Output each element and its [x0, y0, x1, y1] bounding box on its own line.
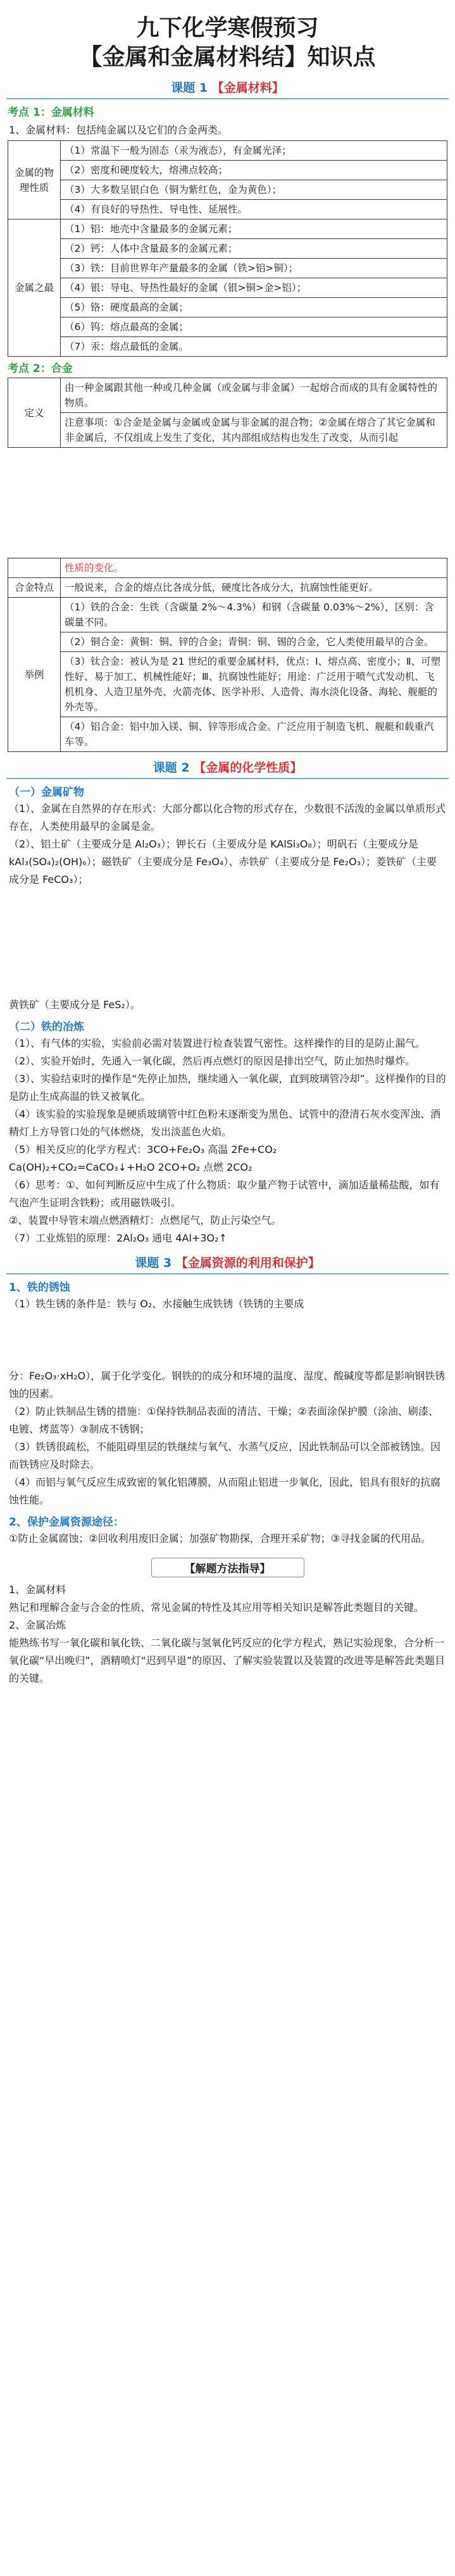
lesson2-s2-row-9: （7）工业炼铝的原理：2Al₂O₃ 通电 4Al+3O₂↑ — [9, 1232, 227, 1244]
lesson3-title: 【金属资源的利用和保护】 — [175, 1256, 320, 1270]
lesson2-s2-row-5: （5）相关反应的化学方程式：3CO+Fe₂O₃ 高温 2Fe+CO₂ — [9, 1143, 277, 1156]
lesson3-s2-title: 2、保护金属资源途径： — [9, 1516, 124, 1529]
lesson2-s1-p1: （1）、金属在自然界的存在形式：大部分都以化合物的形式存在，少数很不活泼的金属以单质形式存在，人类使用最早的金属是金。 — [9, 803, 446, 832]
page-gap-1 — [0, 449, 455, 557]
lesson2-number: 课题 2 — [153, 761, 190, 775]
metal-extremes-label: 金属之最 — [8, 219, 61, 357]
metal-extremes-row-2: （2）钙：人体中含量最多的金属元素； — [61, 239, 447, 259]
alloy-def-text: 由一种金属跟其他一种或几种金属（或金属与非金属）一起熔合而成的具有金属特性的物质。 — [61, 378, 447, 413]
lesson1-title: 【金属材料】 — [211, 81, 284, 95]
lesson3-s1-p2: 分：Fe₂O₃·xH₂O），属于化学变化。钢铁的的成分和环境的温度、湿度、酸碱度等都是影响钢铁锈蚀的因素。 — [9, 1370, 446, 1400]
lesson2-s1-title: （一）金属矿物 — [9, 786, 84, 799]
title-line2: 【金属和金属材料结】知识点 — [79, 44, 376, 70]
lesson1-rule — [6, 98, 449, 99]
lesson3-number: 课题 3 — [135, 1256, 172, 1270]
lesson3-s1-title: 1、铁的锈蚀 — [9, 1281, 70, 1294]
lesson1-table1 — [8, 140, 447, 357]
alloy-example-4: （4）铝合金：铝中加入镁、铜、锌等形成合金。广泛应用于制造飞机、舰艇和载重汽车等。 — [61, 717, 447, 752]
lesson1-table2-cont — [8, 558, 447, 752]
lesson2-heading — [95, 758, 361, 775]
metal-extremes-row-5: （5）铬：硬度最高的金属； — [61, 298, 447, 317]
lesson2-s2-row-8: ②、装置中导管末端点燃酒精灯：点燃尾气，防止污染空气。 — [9, 1214, 282, 1226]
lesson2-title: 【金属的化学性质】 — [194, 761, 302, 775]
lesson1-kp1: 考点 1：金属材料 — [8, 106, 94, 119]
page-gap-3 — [0, 1313, 455, 1367]
alloy-example-label: 举例 — [8, 598, 61, 752]
alloy-feature-text: 一般说来，合金的熔点比各成分低，硬度比各成分大，抗腐蚀性能更好。 — [61, 578, 447, 598]
lesson2-s2-row-6: Ca(OH)₂+CO₂=CaCO₃↓+H₂O 2CO+O₂ 点燃 2CO₂ — [9, 1161, 252, 1173]
summary-row-1: 1、金属材料 — [9, 1584, 66, 1596]
alloy-note-tail: 性质的变化。 — [61, 558, 447, 578]
lesson3-rule — [6, 1273, 449, 1274]
summary-heading: 【解题方法指导】 — [151, 1558, 304, 1577]
lesson2-s2-row-4: （4）该实验的实验现象是硬质玻璃管中红色粉末逐渐变为黑色、试管中的澄清石灰水变浑浊、酒精灯上方导管口处的气体燃烧，发出淡蓝色火焰。 — [9, 1108, 441, 1138]
alloy-example-1: （1）铁的合金：生铁（含碳量 2%～4.3%）和钢（含碳量 0.03%～2%），区别：含碳量不同。 — [61, 598, 447, 632]
alloy-note-text: 注意事项：①合金是金属与金属或金属与非金属的混合物；②金属在熔合了其它金属和非金属后，不仅组成上发生了变化，其内部组成结构也发生了改变，从而引起 — [61, 413, 447, 448]
lesson3-s1-p3: （2）防止铁制品生锈的措施：①保持铁制品表面的清洁、干燥；②表面涂保护膜（涂油、刷漆、电镀、烤蓝等）③制成不锈钢； — [9, 1405, 439, 1435]
metal-extremes-row-7: （7）汞：熔点最低的金属。 — [61, 337, 447, 357]
alloy-def-label: 定义 — [8, 378, 61, 448]
phys-prop-label: 金属的物理性质 — [8, 141, 61, 219]
metal-extremes-row-4: （4）银：导电、导热性最好的金属（银>铜>金>铝）； — [61, 278, 447, 298]
lesson2-s2-title: （二）铁的冶炼 — [9, 1021, 84, 1033]
lesson2-s1-p3: 黄铁矿（主要成分是 FeS₂）。 — [9, 999, 140, 1011]
lesson2-s2-row-2: （2）、实验开始时，先通入一氧化碳，然后再点燃灯的原因是排出空气，防止加热时爆炸。 — [9, 1055, 416, 1067]
alloy-example-2: （2）铜合金：黄铜：铜、锌的合金；青铜：铜、锡的合金，它人类使用最早的合金。 — [61, 632, 447, 652]
metal-extremes-row-3: （3）铁：目前世界年产量最多的金属（铁>铝>铜）； — [61, 259, 447, 278]
lesson3-s2-p1: ①防止金属腐蚀；②回收利用废旧金属；加强矿物勘探，合理开采矿物；③寻找金属的代用品。 — [9, 1532, 432, 1544]
alloy-feature-label: 合金特点 — [8, 578, 61, 598]
lesson1-heading — [95, 78, 361, 96]
lesson3-s1-p4: （3）铁锈很疏松，不能阻碍里层的铁继续与氧气、水蒸气反应，因此铁制品可以全部被锈蚀。因而铁锈应及时除去。 — [9, 1441, 441, 1470]
lesson3-heading — [95, 1254, 361, 1271]
metal-extremes-row-1: （1）铝：地壳中含量最多的金属元素； — [61, 219, 447, 239]
lesson1-p1: 1、金属材料：包括纯金属以及它们的合金两类。 — [9, 124, 228, 136]
lesson2-s2-row-3: （3）、实验结束时的操作是“先停止加热，继续通入一氧化碳，直到玻璃管冷却”。这样操作的目的是防止生成高温的铁又被氧化。 — [9, 1073, 446, 1102]
summary-row-3: 2、金属冶炼 — [9, 1619, 66, 1631]
metal-extremes-row-6: （6）钨：熔点最高的金属； — [61, 317, 447, 337]
phys-prop-row-3: （3）大多数呈银白色（铜为紫红色，金为黄色）； — [61, 180, 447, 200]
lesson2-s2-row-1: （1）、有气体的实验，实验前必需对装置进行检查装置气密性。这样操作的目的是防止漏气。 — [9, 1037, 426, 1049]
page-gap-2 — [0, 889, 455, 996]
lesson2-s1-p2: （2）、铝土矿（主要成分是 Al₂O₃）；钾长石（主要成分是 KAlSi₃O₈）；明矾石（主要成分是 kAl₃(SO₄)₂(OH)₆）；磁铁矿（主要成分是 Fe₃O₄）、赤铁矿（主要成分是 Fe₂O₃）；菱铁矿（主要成分是 FeCO₃）； — [9, 838, 437, 885]
lesson2-s2-row-7: （6）思考：①、如何判断反应中生成了什么物质：取少量产物于试管中，滴加适量稀盐酸，如有气泡产生证明含铁粉；或用磁铁吸引。 — [9, 1179, 440, 1209]
alloy-example-3: （3）钛合金：被认为是 21 世纪的重要金属材料，优点：Ⅰ、熔点高、密度小；Ⅱ、可塑性好、易于加工、机械性能好；Ⅲ、抗腐蚀性能好；用途：广泛用于喷气式发动机、飞机机身、人造卫星外壳、火箭壳体、医学补形、人造骨、海水淡化设备、海轮、舰艇的外壳等。 — [61, 652, 447, 717]
lesson1-kp2: 考点 2：合金 — [8, 362, 73, 375]
lesson1-table2 — [8, 378, 447, 448]
title-line1: 九下化学寒假预习 — [136, 15, 319, 41]
lesson2-rule — [6, 778, 449, 779]
summary-row-4: 能熟练书写一氧化碳和氧化铁、二氧化碳与氢氧化钙反应的化学方程式，熟记实验现象，合分析一氧化碳“早出晚归”，酒精喷灯“迟到早退”的原因、了解实验装置以及装置的改进等是解答此类题目的关键。 — [9, 1637, 446, 1684]
lesson3-s1-p5: （4）而铝与氧气反应生成致密的氧化铝薄膜，从而阻止铝进一步氧化，因此，铝具有很好的抗腐蚀性能。 — [9, 1476, 441, 1506]
alloy-note-tail-label — [8, 558, 61, 578]
lesson1-number: 课题 1 — [171, 81, 208, 95]
phys-prop-row-4: （4）有良好的导热性、导电性、延展性。 — [61, 200, 447, 219]
lesson3-s1-p1: （1）铁生锈的条件是：铁与 O₂、水接触生成铁锈（铁锈的主要成 — [9, 1298, 304, 1310]
phys-prop-row-1: （1）常温下一般为固态（汞为液态），有金属光泽； — [61, 141, 447, 161]
summary-row-2: 熟记和理解合金与合金的性质、常见金属的特性及其应用等相关知识是解答此类题目的关键。 — [9, 1601, 425, 1613]
phys-prop-row-2: （2）密度和硬度较大，熔沸点较高； — [61, 161, 447, 180]
